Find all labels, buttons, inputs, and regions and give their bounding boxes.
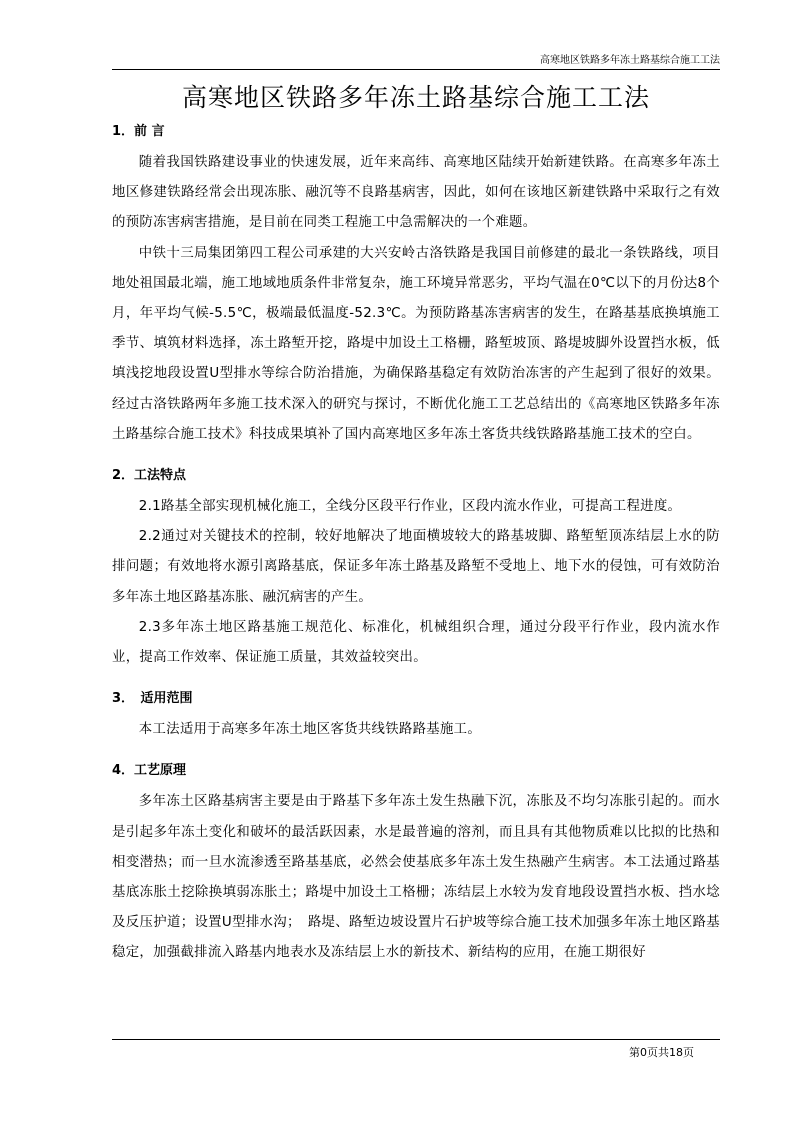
paragraph: 中铁十三局集团第四工程公司承建的大兴安岭古洛铁路是我国目前修建的最北一条铁路线，项目地处祖国最北端，施工地域地质条件非常复杂，施工环境异常恶劣，平均气温在0℃以下的月份达8个月，年平均气候-5.5℃，极端最低温度-52.3℃。为预防路基冻害病害的发生，在路基基底换填施工季节、填筑材料选择，冻土路堑开挖，路堤中加设土工格栅，路堑坡顶、路堤坡脚外设置挡水板，低填浅挖地段设置U型排水等综合防治措施，为确保路基稳定有效防治冻害的产生起到了很好的效果。经过古洛铁路两年多施工技术深入的研究与探讨，不断优化施工工艺总结出的《高寒地区铁路多年冻土路基综合施工技术》科技成果填补了国内高寒地区多年冻土客货共线铁路路基施工技术的空白。 bbox=[112, 245, 720, 442]
section-preface bbox=[112, 122, 720, 450]
paragraph: 2.3多年冻土地区路基施工规范化、标准化，机械组织合理，通过分段平行作业，段内流水作业，提高工作效率、保证施工质量，其效益较突出。 bbox=[112, 619, 720, 666]
document-title: 高寒地区铁路多年冻土路基综合施工工法 bbox=[181, 83, 650, 112]
section-heading: 4．工艺原理 bbox=[112, 763, 187, 779]
running-header-text: 高寒地区铁路多年冻土路基综合施工工法 bbox=[540, 55, 720, 66]
paragraph: 随着我国铁路建设事业的快速发展，近年来高纬、高寒地区陆续开始新建铁路。在高寒多年冻土地区修建铁路经常会出现冻胀、融沉等不良路基病害，因此，如何在该地区新建铁路中采取行之有效的预防冻害病害措施，是目前在同类工程施工中急需解决的一个难题。 bbox=[112, 155, 720, 231]
section-heading: 3． 适用范围 bbox=[112, 691, 193, 707]
document-body bbox=[112, 122, 720, 969]
paragraph: 本工法适用于高寒多年冻土地区客货共线铁路路基施工。 bbox=[138, 722, 482, 738]
paragraph: 多年冻土区路基病害主要是由于路基下多年冻土发生热融下沉，冻胀及不均匀冻胀引起的。而水是引起多年冻土变化和破坏的最活跃因素，水是最普遍的溶剂，而且具有其他物质难以比拟的比热和相变潜热；而一旦水流渗透至路基基底，必然会使基底多年冻土发生热融产生病害。本工法通过路基基底冻胀土挖除换填弱冻胀土；路堤中加设土工格栅；冻结层上水较为发育地段设置挡水板、挡水埝及反压护道；设置U型排水沟； 路堤、路堑边坡设置片石护坡等综合施工技术加强多年冻土地区路基稳定，加强截排流入路基内地表水及冻结层上水的新技术、新结构的应用，在施工期很好 bbox=[112, 794, 720, 961]
section-heading: 1．前 言 bbox=[112, 124, 165, 139]
section-scope bbox=[112, 689, 720, 745]
paragraph: 2.1路基全部实现机械化施工，全线分区段平行作业，区段内流水作业，可提高工程进度。 bbox=[138, 499, 682, 515]
section-principle bbox=[112, 761, 720, 968]
running-header bbox=[112, 54, 720, 70]
section-heading: 2．工法特点 bbox=[112, 468, 187, 484]
page-footer bbox=[112, 1039, 720, 1060]
page-number: 第0页共18页 bbox=[629, 1046, 694, 1059]
paragraph: 2.2通过对关键技术的控制，较好地解决了地面横坡较大的路基坡脚、路堑堑顶冻结层上水的防排问题；有效地将水源引离路基底，保证多年冻土路基及路堑不受地上、地下水的侵蚀，可有效防治多年冻土地区路基冻胀、融沉病害的产生。 bbox=[112, 529, 720, 605]
section-features bbox=[112, 466, 720, 673]
